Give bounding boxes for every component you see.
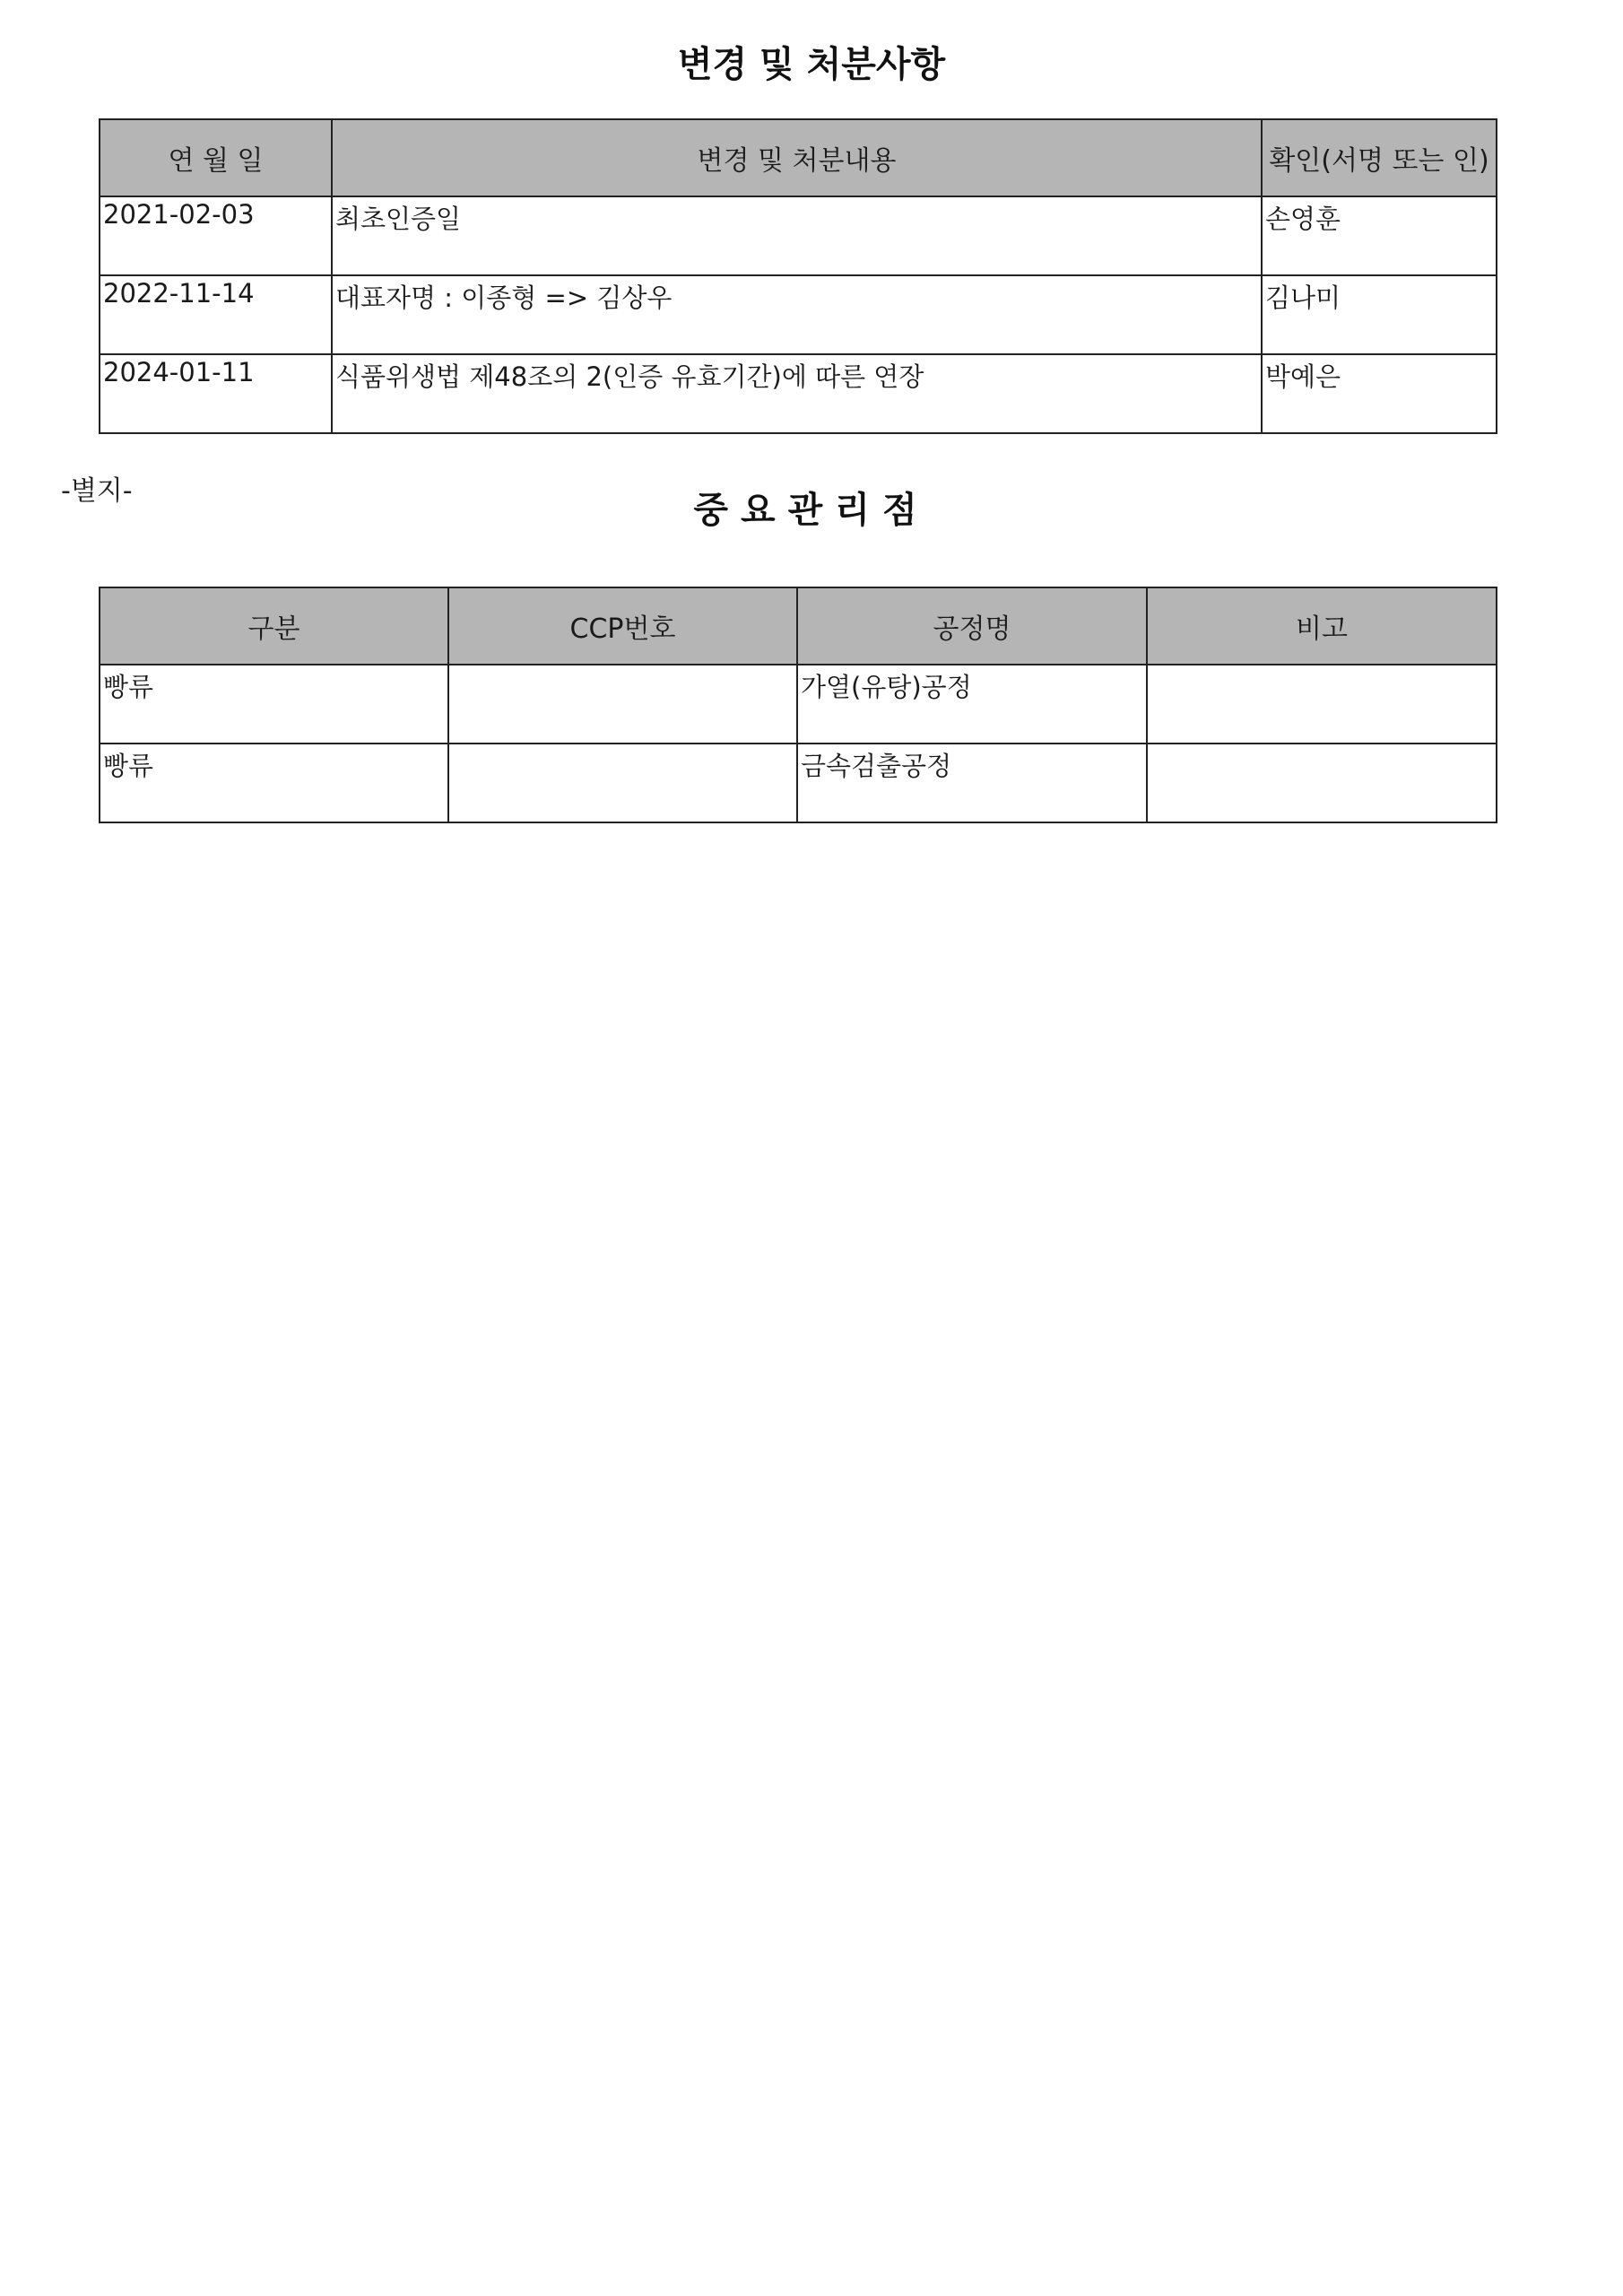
cell-change-content: 대표자명 : 이종형 => 김상우 [332,275,1262,354]
table-header-row [100,587,1497,665]
header-category: 구분 [100,587,448,665]
cell-date: 2022-11-14 [100,275,332,354]
cell-date: 2021-02-03 [100,196,332,275]
cell-confirmation: 손영훈 [1262,196,1497,275]
cell-change-content: 최초인증일 [332,196,1262,275]
cell-confirmation: 김나미 [1262,275,1497,354]
cell-remarks [1147,744,1497,822]
section-title-critical-control-points: 중요관리점 [693,490,930,531]
cell-ccp-number [448,665,797,744]
header-ccp-number: CCP번호 [448,587,797,665]
table-row [100,744,1497,822]
cell-confirmation: 박예은 [1262,354,1497,433]
table-row [100,196,1497,275]
annex-label: -별지- [61,475,133,507]
table-row [100,354,1497,433]
cell-change-content: 식품위생법 제48조의 2(인증 유효기간)에 따른 연장 [332,354,1262,433]
ccp-table [99,587,1497,823]
cell-category: 빵류 [100,744,448,822]
table-header-row [100,119,1497,196]
table-row [100,665,1497,744]
header-confirmation: 확인(서명 또는 인) [1262,119,1497,196]
cell-category: 빵류 [100,665,448,744]
cell-process-name: 가열(유탕)공정 [797,665,1147,744]
header-date: 연 월 일 [100,119,332,196]
cell-ccp-number [448,744,797,822]
section-title-changes: 변경 및 처분사항 [677,44,946,85]
changes-table [99,118,1497,434]
header-change-content: 변경 및 처분내용 [332,119,1262,196]
cell-date: 2024-01-11 [100,354,332,433]
cell-process-name: 금속검출공정 [797,744,1147,822]
cell-remarks [1147,665,1497,744]
table-row [100,275,1497,354]
header-remarks: 비고 [1147,587,1497,665]
header-process-name: 공정명 [797,587,1147,665]
